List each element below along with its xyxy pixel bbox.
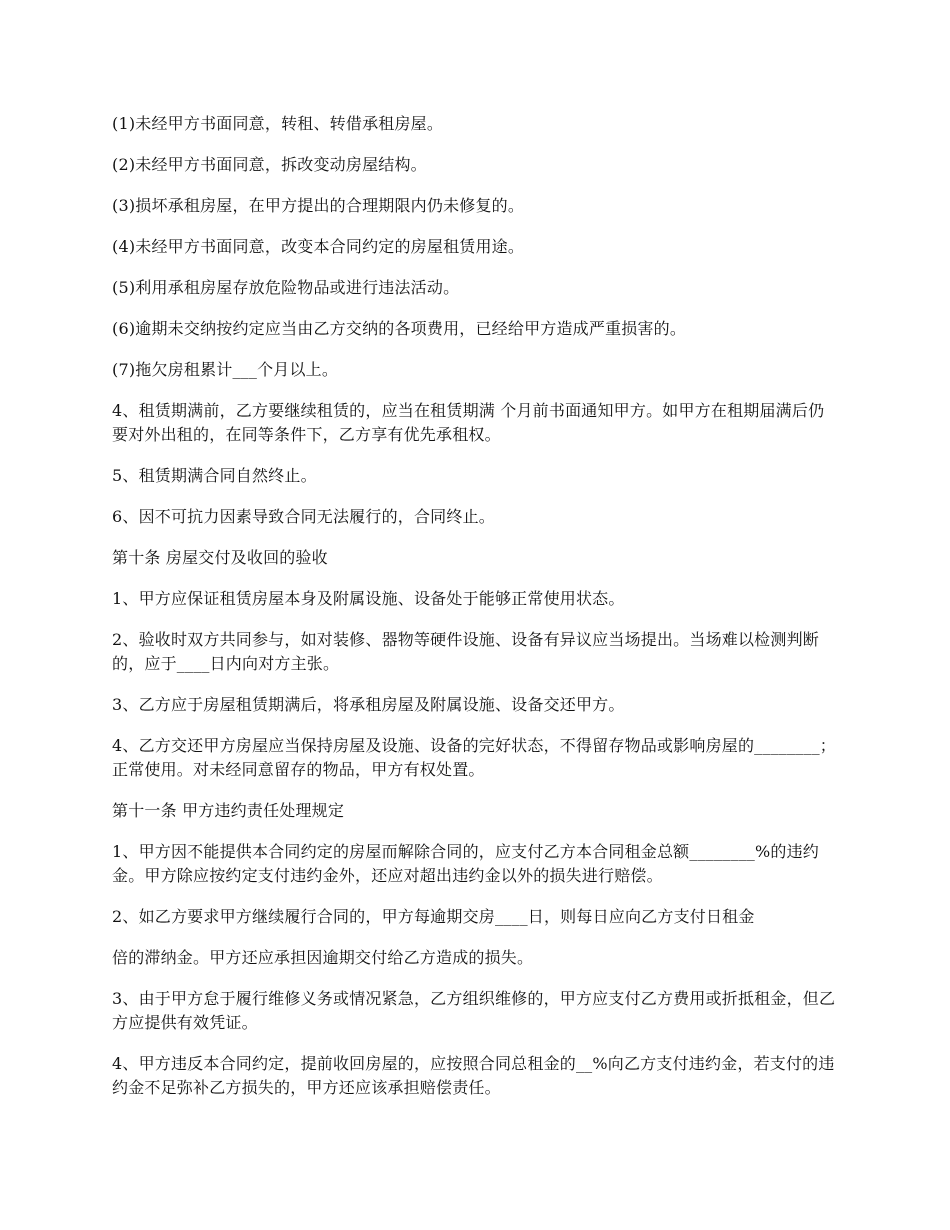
clause-item-1: (1)未经甲方书面同意，转租、转借承租房屋。: [112, 114, 444, 133]
inspection-clause-2: 2、验收时双方共同参与，如对装修、器物等硬件设施、设备有异议应当场提出。当场难以检测判断的，应于____日内向对方主张。: [112, 630, 819, 673]
inspection-clause-4: 4、乙方交还甲方房屋应当保持房屋及设施、设备的完好状态，不得留存物品或影响房屋的________；正常使用。对未经同意留存的物品，甲方有权处置。: [112, 736, 836, 779]
clause-item-5: (5)利用承租房屋存放危险物品或进行违法活动。: [112, 278, 460, 297]
breach-clause-3: 3、由于甲方怠于履行维修义务或情况紧急，乙方组织维修的，甲方应支付乙方费用或折抵租金，但乙方应提供有效凭证。: [112, 989, 836, 1032]
document-body: [112, 112, 840, 1117]
breach-clause-1: 1、甲方因不能提供本合同约定的房屋而解除合同的，应支付乙方本合同租金总额________%的违约金。甲方除应按约定支付违约金外，还应对超出违约金以外的损失进行赔偿。: [112, 842, 819, 885]
renewal-clause: 4、租赁期满前，乙方要继续租赁的，应当在租赁期满 个月前书面通知甲方。如甲方在租期届满后仍要对外出租的，在同等条件下，乙方享有优先承租权。: [112, 401, 825, 444]
inspection-clause-3: 3、乙方应于房屋租赁期满后，将承租房屋及附属设施、设备交还甲方。: [112, 695, 625, 714]
clause-item-2: (2)未经甲方书面同意，拆改变动房屋结构。: [112, 155, 427, 174]
expiry-clause: 5、租赁期满合同自然终止。: [112, 466, 317, 485]
clause-item-6: (6)逾期未交纳按约定应当由乙方交纳的各项费用，已经给甲方造成严重损害的。: [112, 319, 687, 338]
breach-clause-2-continued: 倍的滞纳金。甲方还应承担因逾期交付给乙方造成的损失。: [112, 948, 534, 967]
section-heading-11: 第十一条 甲方违约责任处理规定: [112, 801, 345, 820]
clause-item-3: (3)损坏承租房屋，在甲方提出的合理期限内仍未修复的。: [112, 196, 525, 215]
breach-clause-4: 4、甲方违反本合同约定，提前收回房屋的，应按照合同总租金的__%向乙方支付违约金，若支付的违约金不足弥补乙方损失的，甲方还应该承担赔偿责任。: [112, 1054, 835, 1097]
section-heading-10: 第十条 房屋交付及收回的验收: [112, 548, 328, 567]
inspection-clause-1: 1、甲方应保证租赁房屋本身及附属设施、设备处于能够正常使用状态。: [112, 589, 625, 608]
clause-item-7: (7)拖欠房租累计___个月以上。: [112, 360, 339, 379]
force-majeure-clause: 6、因不可抗力因素导致合同无法履行的，合同终止。: [112, 507, 495, 526]
breach-clause-2: 2、如乙方要求甲方继续履行合同的，甲方每逾期交房____日，则每日应向乙方支付日租金: [112, 907, 755, 926]
clause-item-4: (4)未经甲方书面同意，改变本合同约定的房屋租赁用途。: [112, 237, 525, 256]
